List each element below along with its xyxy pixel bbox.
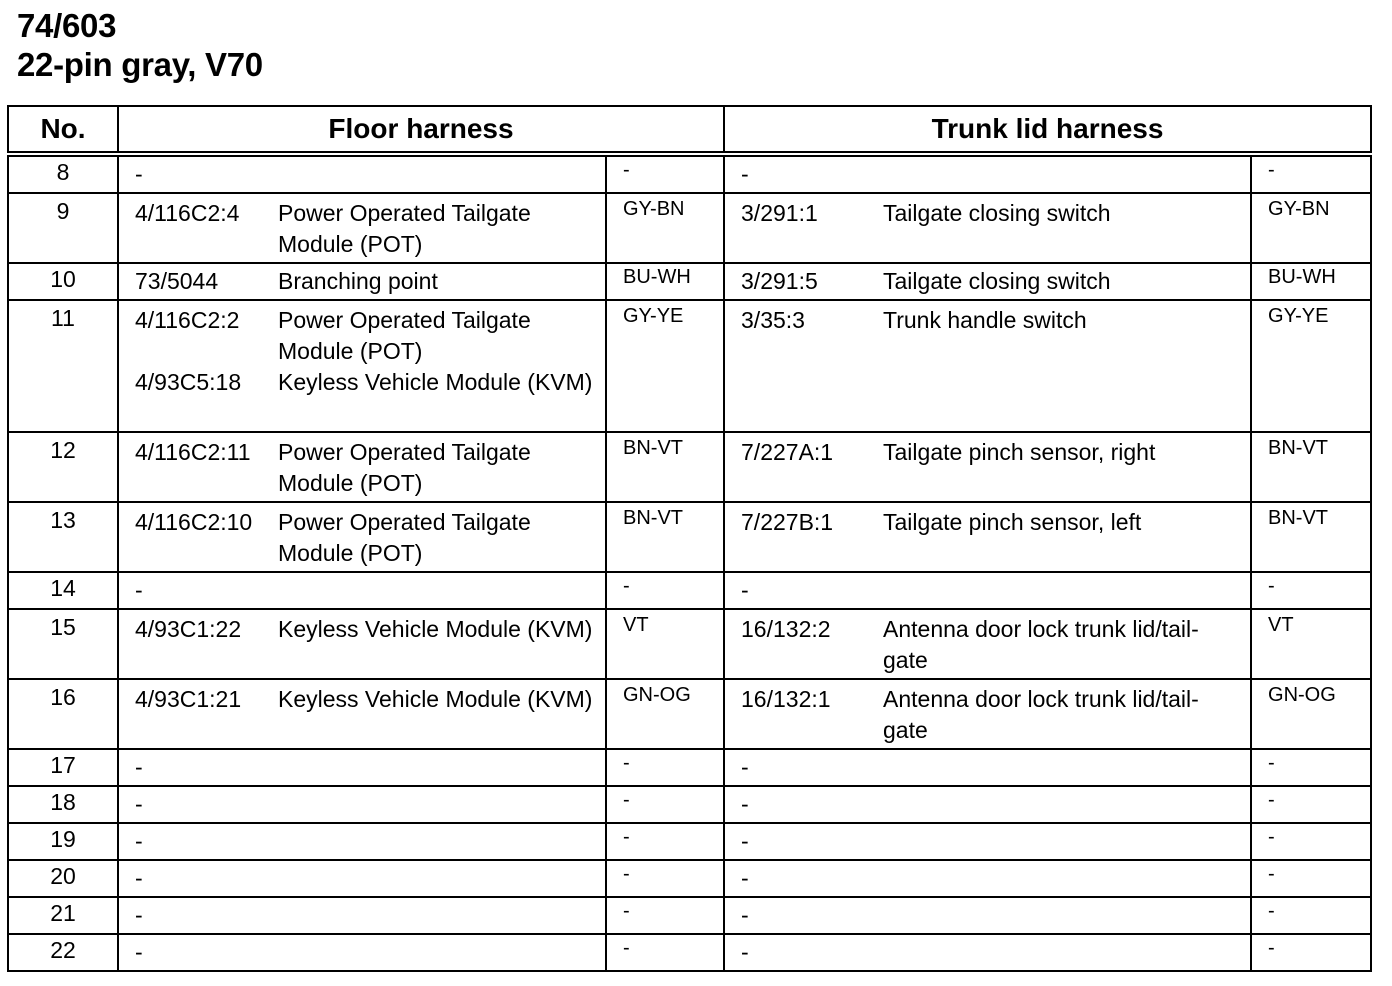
- table-body: [8, 154, 1371, 971]
- trunk-wire-color: BU-WH: [1251, 263, 1371, 300]
- component-description: Tailgate closing switch: [883, 200, 1111, 226]
- connector-pin-code: 16/132:2: [741, 616, 831, 642]
- trunk-connection-entry: [741, 684, 1250, 746]
- pin-number: 10: [8, 263, 118, 300]
- trunk-connection-entry: [741, 266, 1250, 297]
- connector-pin-code: 4/93C5:18: [135, 369, 242, 395]
- floor-wire-color: BN-VT: [606, 432, 724, 502]
- pin-number: 9: [8, 193, 118, 263]
- floor-connection-entry: [135, 752, 605, 783]
- table-header-row: [8, 106, 1371, 154]
- trunk-harness-connection: [724, 934, 1251, 971]
- floor-wire-color: GN-OG: [606, 679, 724, 749]
- table-row: [8, 934, 1371, 971]
- trunk-wire-color: GN-OG: [1251, 679, 1371, 749]
- trunk-connection-entry: [741, 575, 1250, 606]
- connector-pin-code: 3/291:5: [741, 268, 818, 294]
- component-description: Tailgate pinch sensor, left: [883, 509, 1142, 535]
- connector-pin-code: 7/227B:1: [741, 509, 834, 535]
- floor-harness-connection: [118, 934, 606, 971]
- pin-number: 19: [8, 823, 118, 860]
- floor-connection-entry: [135, 198, 605, 260]
- floor-harness-connection: [118, 263, 606, 300]
- connector-pin-code: 16/132:1: [741, 686, 831, 712]
- trunk-harness-connection: [724, 263, 1251, 300]
- connector-pin-code: -: [135, 865, 143, 891]
- trunk-connection-entry: [741, 789, 1250, 820]
- floor-harness-connection: [118, 300, 606, 432]
- floor-harness-connection: [118, 823, 606, 860]
- trunk-wire-color: VT: [1251, 609, 1371, 679]
- floor-connection-entry: [135, 684, 605, 715]
- connector-pin-code: -: [741, 939, 749, 965]
- trunk-harness-connection: [724, 502, 1251, 572]
- trunk-connection-entry: [741, 507, 1250, 538]
- floor-wire-color: BU-WH: [606, 263, 724, 300]
- floor-connection-entry: [135, 437, 605, 499]
- header-floor-harness: Floor harness: [118, 106, 724, 154]
- trunk-wire-color: -: [1251, 154, 1371, 193]
- header-no: No.: [8, 106, 118, 154]
- floor-harness-connection: [118, 679, 606, 749]
- floor-harness-connection: [118, 502, 606, 572]
- connector-pin-code: -: [741, 865, 749, 891]
- floor-harness-connection: [118, 432, 606, 502]
- pin-number: 11: [8, 300, 118, 432]
- component-description: Power Operated Tailgate Module (POT): [278, 200, 531, 257]
- floor-connection-entry: [135, 789, 605, 820]
- table-row: [8, 786, 1371, 823]
- connector-pin-code: 4/116C2:10: [135, 509, 253, 535]
- connector-pin-code: -: [135, 577, 143, 603]
- floor-connection-entry: [135, 900, 605, 931]
- floor-wire-color: -: [606, 154, 724, 193]
- trunk-harness-connection: [724, 897, 1251, 934]
- connector-pin-code: 4/93C1:21: [135, 686, 242, 712]
- component-description: Keyless Vehicle Module (KVM): [278, 686, 593, 712]
- trunk-connection-entry: [741, 752, 1250, 783]
- trunk-wire-color: -: [1251, 897, 1371, 934]
- component-description: Branching point: [278, 268, 438, 294]
- table-row: [8, 679, 1371, 749]
- connector-pin-code: -: [741, 754, 749, 780]
- trunk-wire-color: -: [1251, 860, 1371, 897]
- component-description: Tailgate pinch sensor, right: [883, 439, 1156, 465]
- trunk-wire-color: BN-VT: [1251, 432, 1371, 502]
- pin-table: [7, 105, 1372, 972]
- floor-connection-entry: [135, 305, 605, 367]
- pin-number: 8: [8, 154, 118, 193]
- connector-pin-code: 4/116C2:11: [135, 439, 251, 465]
- trunk-wire-color: BN-VT: [1251, 502, 1371, 572]
- table-row: [8, 897, 1371, 934]
- connector-pin-code: -: [741, 161, 749, 187]
- trunk-harness-connection: [724, 300, 1251, 432]
- component-description: Antenna door lock trunk lid/tail-gate: [883, 686, 1199, 743]
- connector-pin-code: -: [135, 828, 143, 854]
- floor-harness-connection: [118, 786, 606, 823]
- table-row: [8, 154, 1371, 193]
- trunk-wire-color: -: [1251, 823, 1371, 860]
- trunk-connection-entry: [741, 437, 1250, 468]
- connector-pin-code: -: [741, 791, 749, 817]
- floor-wire-color: -: [606, 823, 724, 860]
- floor-harness-connection: [118, 193, 606, 263]
- table-row: [8, 860, 1371, 897]
- table-row: [8, 193, 1371, 263]
- connector-pin-code: -: [741, 828, 749, 854]
- floor-harness-connection: [118, 154, 606, 193]
- floor-connection-entry: [135, 937, 605, 968]
- trunk-harness-connection: [724, 749, 1251, 786]
- floor-wire-color: -: [606, 572, 724, 609]
- floor-wire-color: GY-BN: [606, 193, 724, 263]
- table-row: [8, 609, 1371, 679]
- connector-pin-code: 4/116C2:4: [135, 200, 240, 226]
- table-row: [8, 502, 1371, 572]
- connector-description: 22-pin gray, V70: [17, 46, 263, 83]
- pin-number: 18: [8, 786, 118, 823]
- table-row: [8, 432, 1371, 502]
- document-title: [17, 6, 263, 84]
- floor-wire-color: -: [606, 934, 724, 971]
- component-description: Keyless Vehicle Module (KVM): [278, 616, 593, 642]
- trunk-connection-entry: [741, 159, 1250, 190]
- pin-number: 16: [8, 679, 118, 749]
- pin-number: 22: [8, 934, 118, 971]
- floor-wire-color: -: [606, 786, 724, 823]
- connector-pin-code: -: [741, 902, 749, 928]
- component-description: Power Operated Tailgate Module (POT): [278, 307, 531, 364]
- floor-connection-entry: [135, 575, 605, 606]
- trunk-connection-entry: [741, 826, 1250, 857]
- pin-number: 20: [8, 860, 118, 897]
- floor-harness-connection: [118, 609, 606, 679]
- connector-pin-code: 4/93C1:22: [135, 616, 242, 642]
- pin-number: 12: [8, 432, 118, 502]
- floor-wire-color: VT: [606, 609, 724, 679]
- trunk-harness-connection: [724, 154, 1251, 193]
- trunk-connection-entry: [741, 863, 1250, 894]
- floor-wire-color: -: [606, 749, 724, 786]
- floor-wire-color: BN-VT: [606, 502, 724, 572]
- floor-connection-entry: [135, 266, 605, 297]
- trunk-harness-connection: [724, 609, 1251, 679]
- connector-pin-code: -: [135, 791, 143, 817]
- table-row: [8, 300, 1371, 432]
- trunk-wire-color: -: [1251, 786, 1371, 823]
- trunk-harness-connection: [724, 823, 1251, 860]
- connector-pin-code: -: [135, 902, 143, 928]
- pin-number: 15: [8, 609, 118, 679]
- connector-pin-code: 3/35:3: [741, 307, 805, 333]
- floor-connection-entry: [135, 614, 605, 645]
- floor-connection-entry: [135, 507, 605, 569]
- floor-harness-connection: [118, 897, 606, 934]
- header-trunk-lid-harness: Trunk lid harness: [724, 106, 1371, 154]
- trunk-harness-connection: [724, 193, 1251, 263]
- connector-pin-code: -: [741, 577, 749, 603]
- floor-connection-entry: [135, 863, 605, 894]
- trunk-connection-entry: [741, 305, 1250, 336]
- floor-wire-color: -: [606, 860, 724, 897]
- trunk-wire-color: GY-BN: [1251, 193, 1371, 263]
- component-description: Keyless Vehicle Module (KVM): [278, 369, 593, 395]
- component-description: Tailgate closing switch: [883, 268, 1111, 294]
- trunk-connection-entry: [741, 198, 1250, 229]
- pin-number: 14: [8, 572, 118, 609]
- connector-pin-code: 73/5044: [135, 268, 219, 294]
- trunk-wire-color: -: [1251, 749, 1371, 786]
- connector-pin-code: 3/291:1: [741, 200, 818, 226]
- floor-wire-color: GY-YE: [606, 300, 724, 432]
- floor-harness-connection: [118, 749, 606, 786]
- trunk-wire-color: GY-YE: [1251, 300, 1371, 432]
- trunk-connection-entry: [741, 614, 1250, 676]
- component-description: Trunk handle switch: [883, 307, 1087, 333]
- trunk-harness-connection: [724, 860, 1251, 897]
- trunk-wire-color: -: [1251, 934, 1371, 971]
- floor-connection-entry: [135, 826, 605, 857]
- trunk-wire-color: -: [1251, 572, 1371, 609]
- table-row: [8, 749, 1371, 786]
- connector-pin-code: -: [135, 754, 143, 780]
- pin-number: 13: [8, 502, 118, 572]
- table-row: [8, 823, 1371, 860]
- trunk-connection-entry: [741, 900, 1250, 931]
- floor-harness-connection: [118, 860, 606, 897]
- floor-connection-entry: [135, 367, 605, 398]
- component-description: Power Operated Tailgate Module (POT): [278, 439, 531, 496]
- component-description: Antenna door lock trunk lid/tail-gate: [883, 616, 1199, 673]
- trunk-harness-connection: [724, 432, 1251, 502]
- table-row: [8, 263, 1371, 300]
- connector-id: 74/603: [17, 7, 117, 44]
- component-description: Power Operated Tailgate Module (POT): [278, 509, 531, 566]
- connector-pin-code: -: [135, 161, 143, 187]
- trunk-harness-connection: [724, 572, 1251, 609]
- table-row: [8, 572, 1371, 609]
- floor-harness-connection: [118, 572, 606, 609]
- pin-number: 21: [8, 897, 118, 934]
- pin-number: 17: [8, 749, 118, 786]
- trunk-harness-connection: [724, 786, 1251, 823]
- floor-connection-entry: [135, 159, 605, 190]
- connector-pin-code: -: [135, 939, 143, 965]
- connector-pin-code: 4/116C2:2: [135, 307, 240, 333]
- floor-wire-color: -: [606, 897, 724, 934]
- trunk-connection-entry: [741, 937, 1250, 968]
- trunk-harness-connection: [724, 679, 1251, 749]
- connector-pin-code: 7/227A:1: [741, 439, 834, 465]
